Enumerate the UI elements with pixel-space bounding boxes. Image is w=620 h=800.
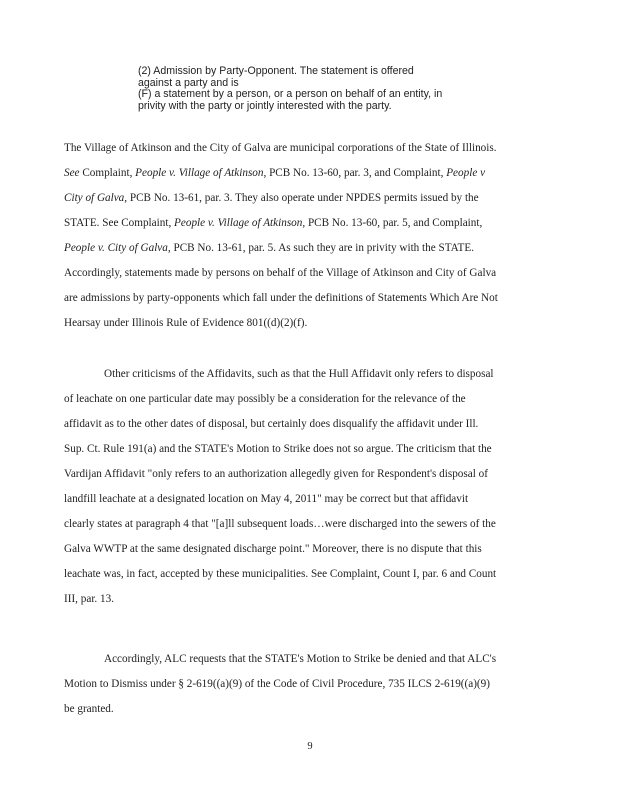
quote-line: (F) a statement by a person, or a person on behalf of an entity, in xyxy=(138,88,443,101)
case-name: People v. City of Galva, xyxy=(64,242,171,254)
quote-line: against a party and is xyxy=(138,76,239,89)
text-line: Hearsay under Illinois Rule of Evidence 801((d)(2)(f). xyxy=(64,317,308,329)
text-line: STATE. See Complaint, People v. Village of Atkinson, PCB No. 13-60, par. 5, and Complaint, xyxy=(64,217,483,229)
text-line: landfill leachate at a designated location on May 4, 2011" may be correct but that affidavit xyxy=(64,493,469,505)
text-line: Galva WWTP at the same designated discharge point." Moreover, there is no dispute that this xyxy=(64,543,482,555)
case-name: People v xyxy=(446,167,486,179)
text-line: are admissions by party-opponents which fall under the definitions of Statements Which Are Not xyxy=(64,292,498,304)
text-line: Accordingly, statements made by persons on behalf of the Village of Atkinson and City of Galva xyxy=(64,267,497,279)
text-line: clearly states at paragraph 4 that "[a]ll subsequent loads…were discharged into the sewers of the xyxy=(64,518,496,530)
page-number: 9 xyxy=(307,741,313,752)
text-line: See Complaint, People v. Village of Atkinson, PCB No. 13-60, par. 3, and Complaint, People v xyxy=(64,167,486,179)
case-name: People v. Village of Atkinson, xyxy=(174,217,306,229)
text-line: leachate was, in fact, accepted by these municipalities. See Complaint, Count I, par. 6 and Count xyxy=(64,568,497,580)
text-line: Sup. Ct. Rule 191(a) and the STATE's Motion to Strike does not so argue. The criticism that the xyxy=(64,443,492,455)
text-line: affidavit as to the other dates of disposal, but certainly does disqualify the affidavit under Ill. xyxy=(64,418,479,430)
text-line: City of Galva, PCB No. 13-61, par. 3. They also operate under NPDES permits issued by the xyxy=(64,192,479,204)
quote-line: (2) Admission by Party-Opponent. The statement is offered xyxy=(138,65,414,77)
text-line: People v. City of Galva, PCB No. 13-61, par. 5. As such they are in privity with the STATE. xyxy=(64,242,474,254)
text-line: of leachate on one particular date may possibly be a consideration for the relevance of the xyxy=(64,393,466,405)
text-line: III, par. 13. xyxy=(64,593,115,605)
text-line: Motion to Dismiss under § 2-619((a)(9) of the Code of Civil Procedure, 735 ILCS 2-619((a)(9) xyxy=(64,678,490,690)
text-line: Accordingly, ALC requests that the STATE's Motion to Strike be denied and that ALC's xyxy=(104,653,497,665)
paragraph-privity xyxy=(64,136,554,336)
block-quote xyxy=(138,66,468,112)
text-line: The Village of Atkinson and the City of Galva are municipal corporations of the State of Illinois. xyxy=(64,142,497,154)
text-line: Other criticisms of the Affidavits, such as that the Hull Affidavit only refers to disposal xyxy=(104,368,494,380)
case-name: City of Galva, xyxy=(64,192,128,204)
text-line: Vardijan Affidavit "only refers to an authorization allegedly given for Respondent's disposal of xyxy=(64,468,488,480)
case-name: People v. Village of Atkinson, xyxy=(135,167,267,179)
citation-signal: See xyxy=(64,167,80,179)
paragraph-conclusion xyxy=(64,647,554,722)
text-line: be granted. xyxy=(64,703,114,715)
quote-line: privity with the party or jointly interested with the party. xyxy=(138,99,392,112)
paragraph-criticisms xyxy=(64,362,554,612)
